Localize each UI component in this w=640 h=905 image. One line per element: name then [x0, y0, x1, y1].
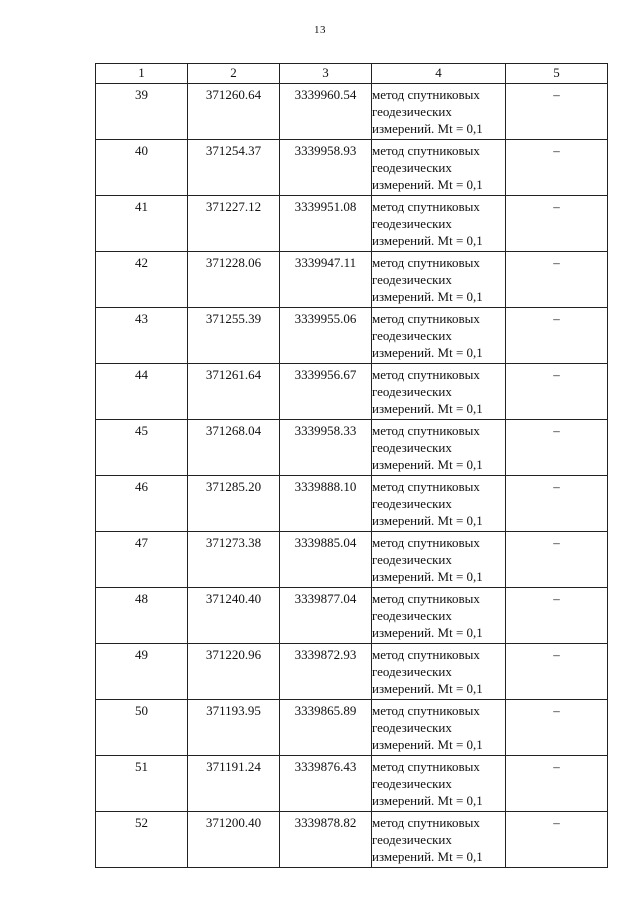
note-cell: – [506, 532, 608, 588]
method-cell: метод спутниковых геодезических измерений. Mt = 0,1 [372, 644, 506, 700]
y-coordinate-cell: 3339960.54 [280, 84, 372, 140]
x-coordinate-cell: 371191.24 [188, 756, 280, 812]
point-number-cell: 42 [96, 252, 188, 308]
note-cell: – [506, 140, 608, 196]
x-coordinate-cell: 371227.12 [188, 196, 280, 252]
table-header-row [96, 64, 608, 84]
y-coordinate-cell: 3339947.11 [280, 252, 372, 308]
note-cell: – [506, 84, 608, 140]
method-cell: метод спутниковых геодезических измерений. Mt = 0,1 [372, 140, 506, 196]
table-row [96, 756, 608, 812]
y-coordinate-cell: 3339872.93 [280, 644, 372, 700]
x-coordinate-cell: 371273.38 [188, 532, 280, 588]
table-row [96, 420, 608, 476]
x-coordinate-cell: 371240.40 [188, 588, 280, 644]
method-cell: метод спутниковых геодезических измерений. Mt = 0,1 [372, 84, 506, 140]
table-row [96, 644, 608, 700]
note-cell: – [506, 252, 608, 308]
table-row [96, 476, 608, 532]
y-coordinate-cell: 3339885.04 [280, 532, 372, 588]
y-coordinate-cell: 3339888.10 [280, 476, 372, 532]
method-cell: метод спутниковых геодезических измерений. Mt = 0,1 [372, 476, 506, 532]
header-col-4: 4 [372, 64, 506, 84]
method-cell: метод спутниковых геодезических измерений. Mt = 0,1 [372, 252, 506, 308]
note-cell: – [506, 364, 608, 420]
note-cell: – [506, 476, 608, 532]
table-row [96, 196, 608, 252]
table-row [96, 700, 608, 756]
point-number-cell: 43 [96, 308, 188, 364]
coordinates-table [95, 63, 608, 868]
method-cell: метод спутниковых геодезических измерений. Mt = 0,1 [372, 812, 506, 868]
point-number-cell: 39 [96, 84, 188, 140]
y-coordinate-cell: 3339958.33 [280, 420, 372, 476]
point-number-cell: 51 [96, 756, 188, 812]
table-row [96, 364, 608, 420]
y-coordinate-cell: 3339955.06 [280, 308, 372, 364]
method-cell: метод спутниковых геодезических измерений. Mt = 0,1 [372, 532, 506, 588]
note-cell: – [506, 644, 608, 700]
point-number-cell: 46 [96, 476, 188, 532]
method-cell: метод спутниковых геодезических измерений. Mt = 0,1 [372, 364, 506, 420]
method-cell: метод спутниковых геодезических измерений. Mt = 0,1 [372, 308, 506, 364]
table-row [96, 532, 608, 588]
table-row [96, 252, 608, 308]
y-coordinate-cell: 3339865.89 [280, 700, 372, 756]
point-number-cell: 45 [96, 420, 188, 476]
header-col-3: 3 [280, 64, 372, 84]
method-cell: метод спутниковых геодезических измерений. Mt = 0,1 [372, 420, 506, 476]
y-coordinate-cell: 3339876.43 [280, 756, 372, 812]
note-cell: – [506, 588, 608, 644]
y-coordinate-cell: 3339951.08 [280, 196, 372, 252]
note-cell: – [506, 756, 608, 812]
x-coordinate-cell: 371193.95 [188, 700, 280, 756]
method-cell: метод спутниковых геодезических измерений. Mt = 0,1 [372, 196, 506, 252]
point-number-cell: 41 [96, 196, 188, 252]
note-cell: – [506, 196, 608, 252]
x-coordinate-cell: 371255.39 [188, 308, 280, 364]
point-number-cell: 49 [96, 644, 188, 700]
x-coordinate-cell: 371268.04 [188, 420, 280, 476]
x-coordinate-cell: 371261.64 [188, 364, 280, 420]
x-coordinate-cell: 371254.37 [188, 140, 280, 196]
x-coordinate-cell: 371228.06 [188, 252, 280, 308]
point-number-cell: 52 [96, 812, 188, 868]
y-coordinate-cell: 3339958.93 [280, 140, 372, 196]
x-coordinate-cell: 371285.20 [188, 476, 280, 532]
note-cell: – [506, 700, 608, 756]
y-coordinate-cell: 3339877.04 [280, 588, 372, 644]
x-coordinate-cell: 371200.40 [188, 812, 280, 868]
point-number-cell: 44 [96, 364, 188, 420]
x-coordinate-cell: 371260.64 [188, 84, 280, 140]
note-cell: – [506, 420, 608, 476]
table-row [96, 84, 608, 140]
table-row [96, 812, 608, 868]
note-cell: – [506, 812, 608, 868]
table-row [96, 588, 608, 644]
header-col-5: 5 [506, 64, 608, 84]
note-cell: – [506, 308, 608, 364]
point-number-cell: 50 [96, 700, 188, 756]
table-row [96, 308, 608, 364]
y-coordinate-cell: 3339956.67 [280, 364, 372, 420]
y-coordinate-cell: 3339878.82 [280, 812, 372, 868]
method-cell: метод спутниковых геодезических измерений. Mt = 0,1 [372, 588, 506, 644]
point-number-cell: 47 [96, 532, 188, 588]
header-col-1: 1 [96, 64, 188, 84]
table-row [96, 140, 608, 196]
x-coordinate-cell: 371220.96 [188, 644, 280, 700]
method-cell: метод спутниковых геодезических измерений. Mt = 0,1 [372, 756, 506, 812]
header-col-2: 2 [188, 64, 280, 84]
table-body [96, 84, 608, 868]
page-number: 13 [314, 24, 326, 36]
point-number-cell: 48 [96, 588, 188, 644]
method-cell: метод спутниковых геодезических измерений. Mt = 0,1 [372, 700, 506, 756]
point-number-cell: 40 [96, 140, 188, 196]
